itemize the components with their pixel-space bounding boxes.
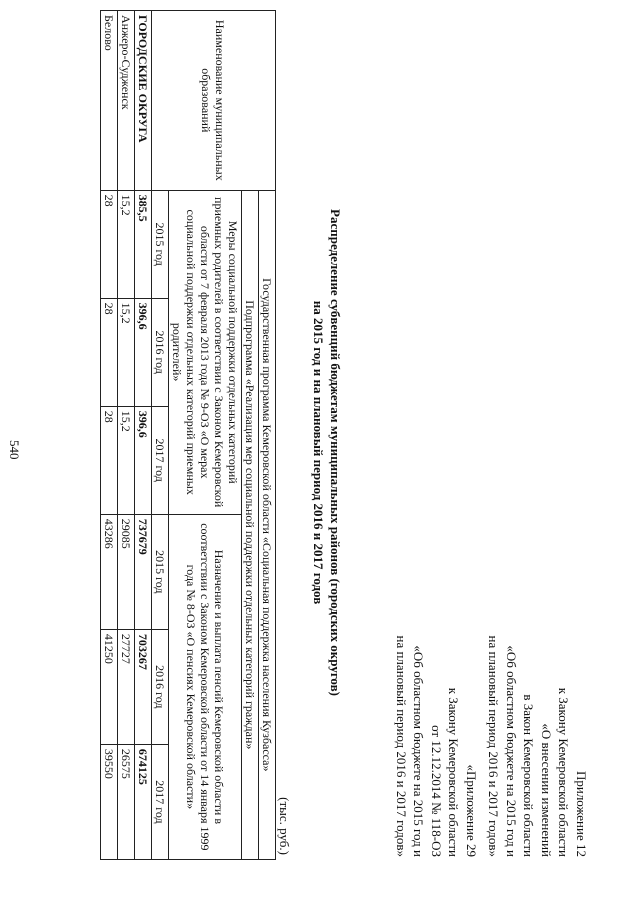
table-row [135, 11, 152, 860]
table-cell: 28 [101, 298, 118, 406]
table-cell: 385,5 [135, 190, 152, 298]
table-cell: 396,6 [135, 406, 152, 514]
year-header: 2015 год [152, 190, 169, 298]
year-header: 2017 год [152, 406, 169, 514]
annex-line: от 12.12.2014 № 118-ОЗ [429, 725, 444, 857]
annex-line: на плановый период 2016 и 2017 годов» [486, 635, 502, 857]
annex-line: в Закон Кемеровской области [521, 694, 537, 857]
year-header: 2016 год [152, 629, 169, 744]
year-header: 2015 год [152, 514, 169, 629]
measure-header-foster-parents: Меры социальной поддержки отдельных категорий приемных родителей в соответствии с Законом Кемеровской области от 7 февраля 2013 года № 9-ОЗ «О мерах социальной поддержки отдельных категорий приемных родителей» [169, 190, 242, 514]
measure-header-pensions: Назначение и выплата пенсий Кемеровской области в соответствии с Законом Кемеровской области от 14 января 1999 года № 8-ОЗ «О пенсиях Кемеровской области» [169, 514, 242, 859]
year-header: 2017 год [152, 744, 169, 859]
title-line: на 2015 год и на плановый период 2016 и 2017 годов [311, 300, 326, 605]
table-cell: 28 [101, 406, 118, 514]
table-cell: 703267 [135, 629, 152, 744]
table-cell: 28 [101, 190, 118, 298]
subprogram-header: Подпрограмма «Реализация мер социальной поддержки отдельных категорий граждан» [242, 190, 259, 859]
page-number: 540 [7, 440, 22, 460]
table-cell: 39550 [101, 744, 118, 859]
table-cell: 29085 [118, 514, 135, 629]
year-header: 2016 год [152, 298, 169, 406]
annex-current-header [485, 636, 590, 858]
annex-line: Приложение 12 [574, 770, 589, 857]
table-cell: 737679 [135, 514, 152, 629]
title-line: Распределение субвенций бюджетам муниципальных районов (городских округов) [328, 209, 343, 696]
annex-original-header [393, 636, 481, 858]
table-cell: 26575 [118, 744, 135, 859]
row-name: Анжеро-Судженск [118, 11, 135, 191]
units-label: (тыс. руб.) [277, 797, 292, 855]
document-title [310, 0, 344, 905]
table-cell: 15,2 [118, 298, 135, 406]
table-cell: 27727 [118, 629, 135, 744]
table-row [118, 11, 135, 860]
annex-line: «Об областном бюджете на 2015 год и [504, 645, 519, 857]
table-row [101, 11, 118, 860]
table-cell: 41250 [101, 629, 118, 744]
table-cell: 43286 [101, 514, 118, 629]
annex-line: «О внесении изменений [539, 723, 554, 857]
subventions-table [100, 10, 276, 860]
annex-line: «Приложение 29 [464, 764, 479, 857]
table-cell: 396,6 [135, 298, 152, 406]
table-cell: 674125 [135, 744, 152, 859]
annex-line: к Закону Кемеровской области [556, 687, 572, 857]
table-cell: 15,2 [118, 406, 135, 514]
annex-line: «Об областном бюджете на 2015 год и [411, 645, 427, 857]
table-row [259, 11, 276, 860]
row-name: Белово [101, 11, 118, 191]
row-name: ГОРОДСКИЕ ОКРУГА [135, 11, 152, 191]
program-header: Государственная программа Кемеровской области «Социальная поддержка населения Кузбасса» [259, 190, 276, 859]
table-cell: 15,2 [118, 190, 135, 298]
name-column-header: Наименование муниципальных образований [152, 11, 276, 191]
annex-line: на плановый период 2016 и 2017 годов» [394, 635, 409, 857]
annex-line: к Закону Кемеровской области [446, 687, 462, 857]
